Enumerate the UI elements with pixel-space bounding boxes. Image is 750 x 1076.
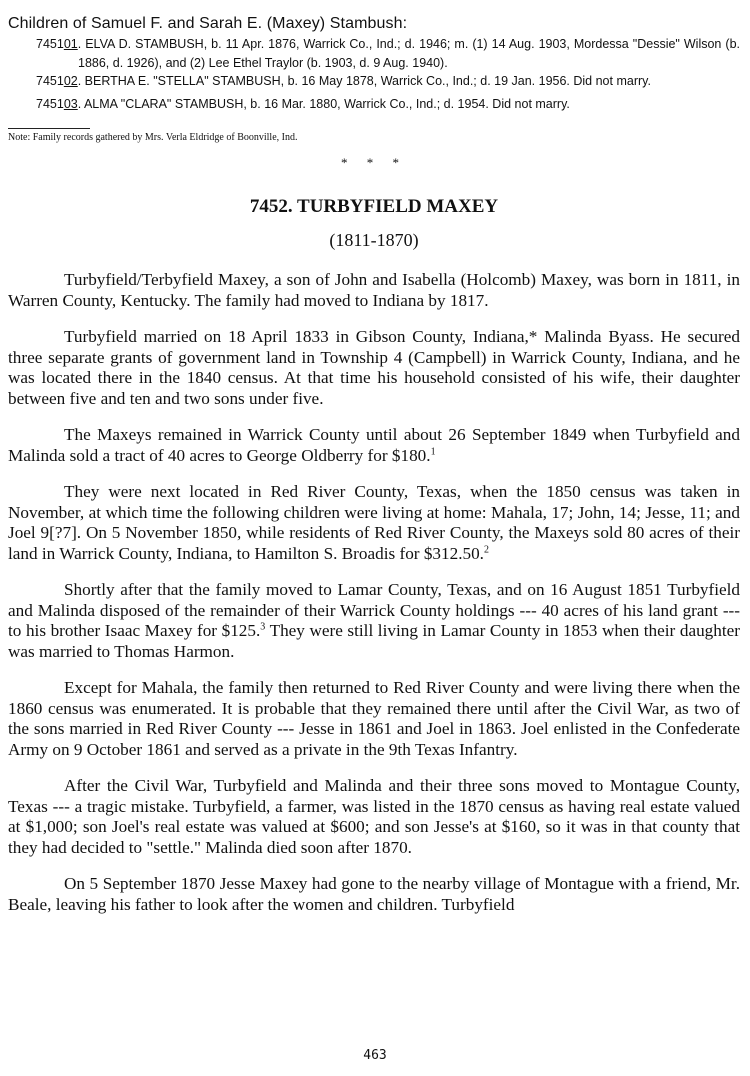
book-page <box>8 0 740 915</box>
note-divider <box>8 128 90 129</box>
section-separator: * * * <box>341 155 407 170</box>
paragraph: Turbyfield/Terbyfield Maxey, a son of John and Isabella (Holcomb) Maxey, was born in 1811, in Warren County, Kentucky. The family had moved to Indiana by 1817. <box>8 270 740 310</box>
child-number: 745101 <box>36 37 78 51</box>
paragraph: Except for Mahala, the family then returned to Red River County and were living there when the 1860 census was enumerated. It is probable that they remained there until after the Civil War, as two of the sons married in Red River County --- Jesse in 1861 and Joel in 1863. Joel enlisted in the Confederate Army on 9 October 1861 and served as a private in the 9th Texas Infantry. <box>8 678 740 759</box>
child-text: . ELVA D. STAMBUSH, b. 11 Apr. 1876, Warrick Co., Ind.; d. 1946; m. (1) 14 Aug. 1903, Mordessa "Dessie" Wilson (b. 1886, d. 1926), and (2) Lee Ethel Traylor (b. 1903, d. 9 Aug. 1940). <box>77 37 740 70</box>
paragraph: After the Civil War, Turbyfield and Malinda and their three sons moved to Montague County, Texas --- a tragic mistake. Turbyfield, a farmer, was listed in the 1870 census as having real estate valued at $1,000; son Joel's real estate was valued at $600; and son Jesse's at $160, so it was in that county that they had decided to "settle." Malinda died soon after 1870. <box>8 776 740 857</box>
paragraph: On 5 September 1870 Jesse Maxey had gone to the nearby village of Montague with a friend, Mr. Beale, leaving his father to look after the women and children. Turbyfield <box>8 874 740 914</box>
section-dates: (1811-1870) <box>329 230 419 250</box>
children-list <box>8 35 740 113</box>
paragraph: They were next located in Red River County, Texas, when the 1850 census was taken in November, at which time the following children were living at home: Mahala, 17; John, 14; Jesse, 11; and Joel 9[?7]. On 5 November 1850, while residents of Red River County, the Maxeys sold 80 acres of their land in Warrick County, Indiana, to Hamilton S. Broadis for $312.50.$^2$ <box>8 482 740 563</box>
child-number: 745102 <box>36 74 78 88</box>
paragraph: The Maxeys remained in Warrick County until about 26 September 1849 when Turbyfield and Malinda sold a tract of 40 acres to George Oldberry for $180.$^1$ <box>8 425 740 465</box>
children-heading: Children of Samuel F. and Sarah E. (Maxey) Stambush: <box>8 15 408 32</box>
child-entry <box>8 35 740 72</box>
footnote-marker: 3 <box>260 621 266 633</box>
source-note: Note: Family records gathered by Mrs. Verla Eldridge of Boonville, Ind. <box>8 132 298 143</box>
paragraph: Turbyfield married on 18 April 1833 in Gibson County, Indiana,* Malinda Byass. He secured three separate grants of government land in Township 4 (Campbell) in Warrick County, Indiana, and he was located there in the 1840 census. At that time his household consisted of his wife, their daughter between five and ten and two sons under five. <box>8 327 740 408</box>
child-entry <box>8 95 740 114</box>
paragraph: Shortly after that the family moved to Lamar County, Texas, and on 16 August 1851 Turbyfield and Malinda disposed of the remainder of their Warrick County holdings --- 40 acres of his land grant --- to his brother Isaac Maxey for $125.$^3$ They were still living in Lamar County in 1853 when their daughter was married to Thomas Harmon. <box>8 580 740 661</box>
child-text: . ALMA "CLARA" STAMBUSH, b. 16 Mar. 1880, Warrick Co., Ind.; d. 1954. Did not marry. <box>77 96 570 111</box>
child-text: . BERTHA E. "STELLA" STAMBUSH, b. 16 May 1878, Warrick Co., Ind.; d. 19 Jan. 1956. Did not marry. <box>77 74 651 88</box>
page-number: 463 <box>363 1048 387 1063</box>
footnote-marker: 1 <box>430 445 436 457</box>
child-number: 745103 <box>36 96 78 111</box>
section-title: 7452. TURBYFIELD MAXEY <box>249 196 499 217</box>
footnote-marker: 2 <box>483 543 489 555</box>
child-entry <box>8 72 740 91</box>
